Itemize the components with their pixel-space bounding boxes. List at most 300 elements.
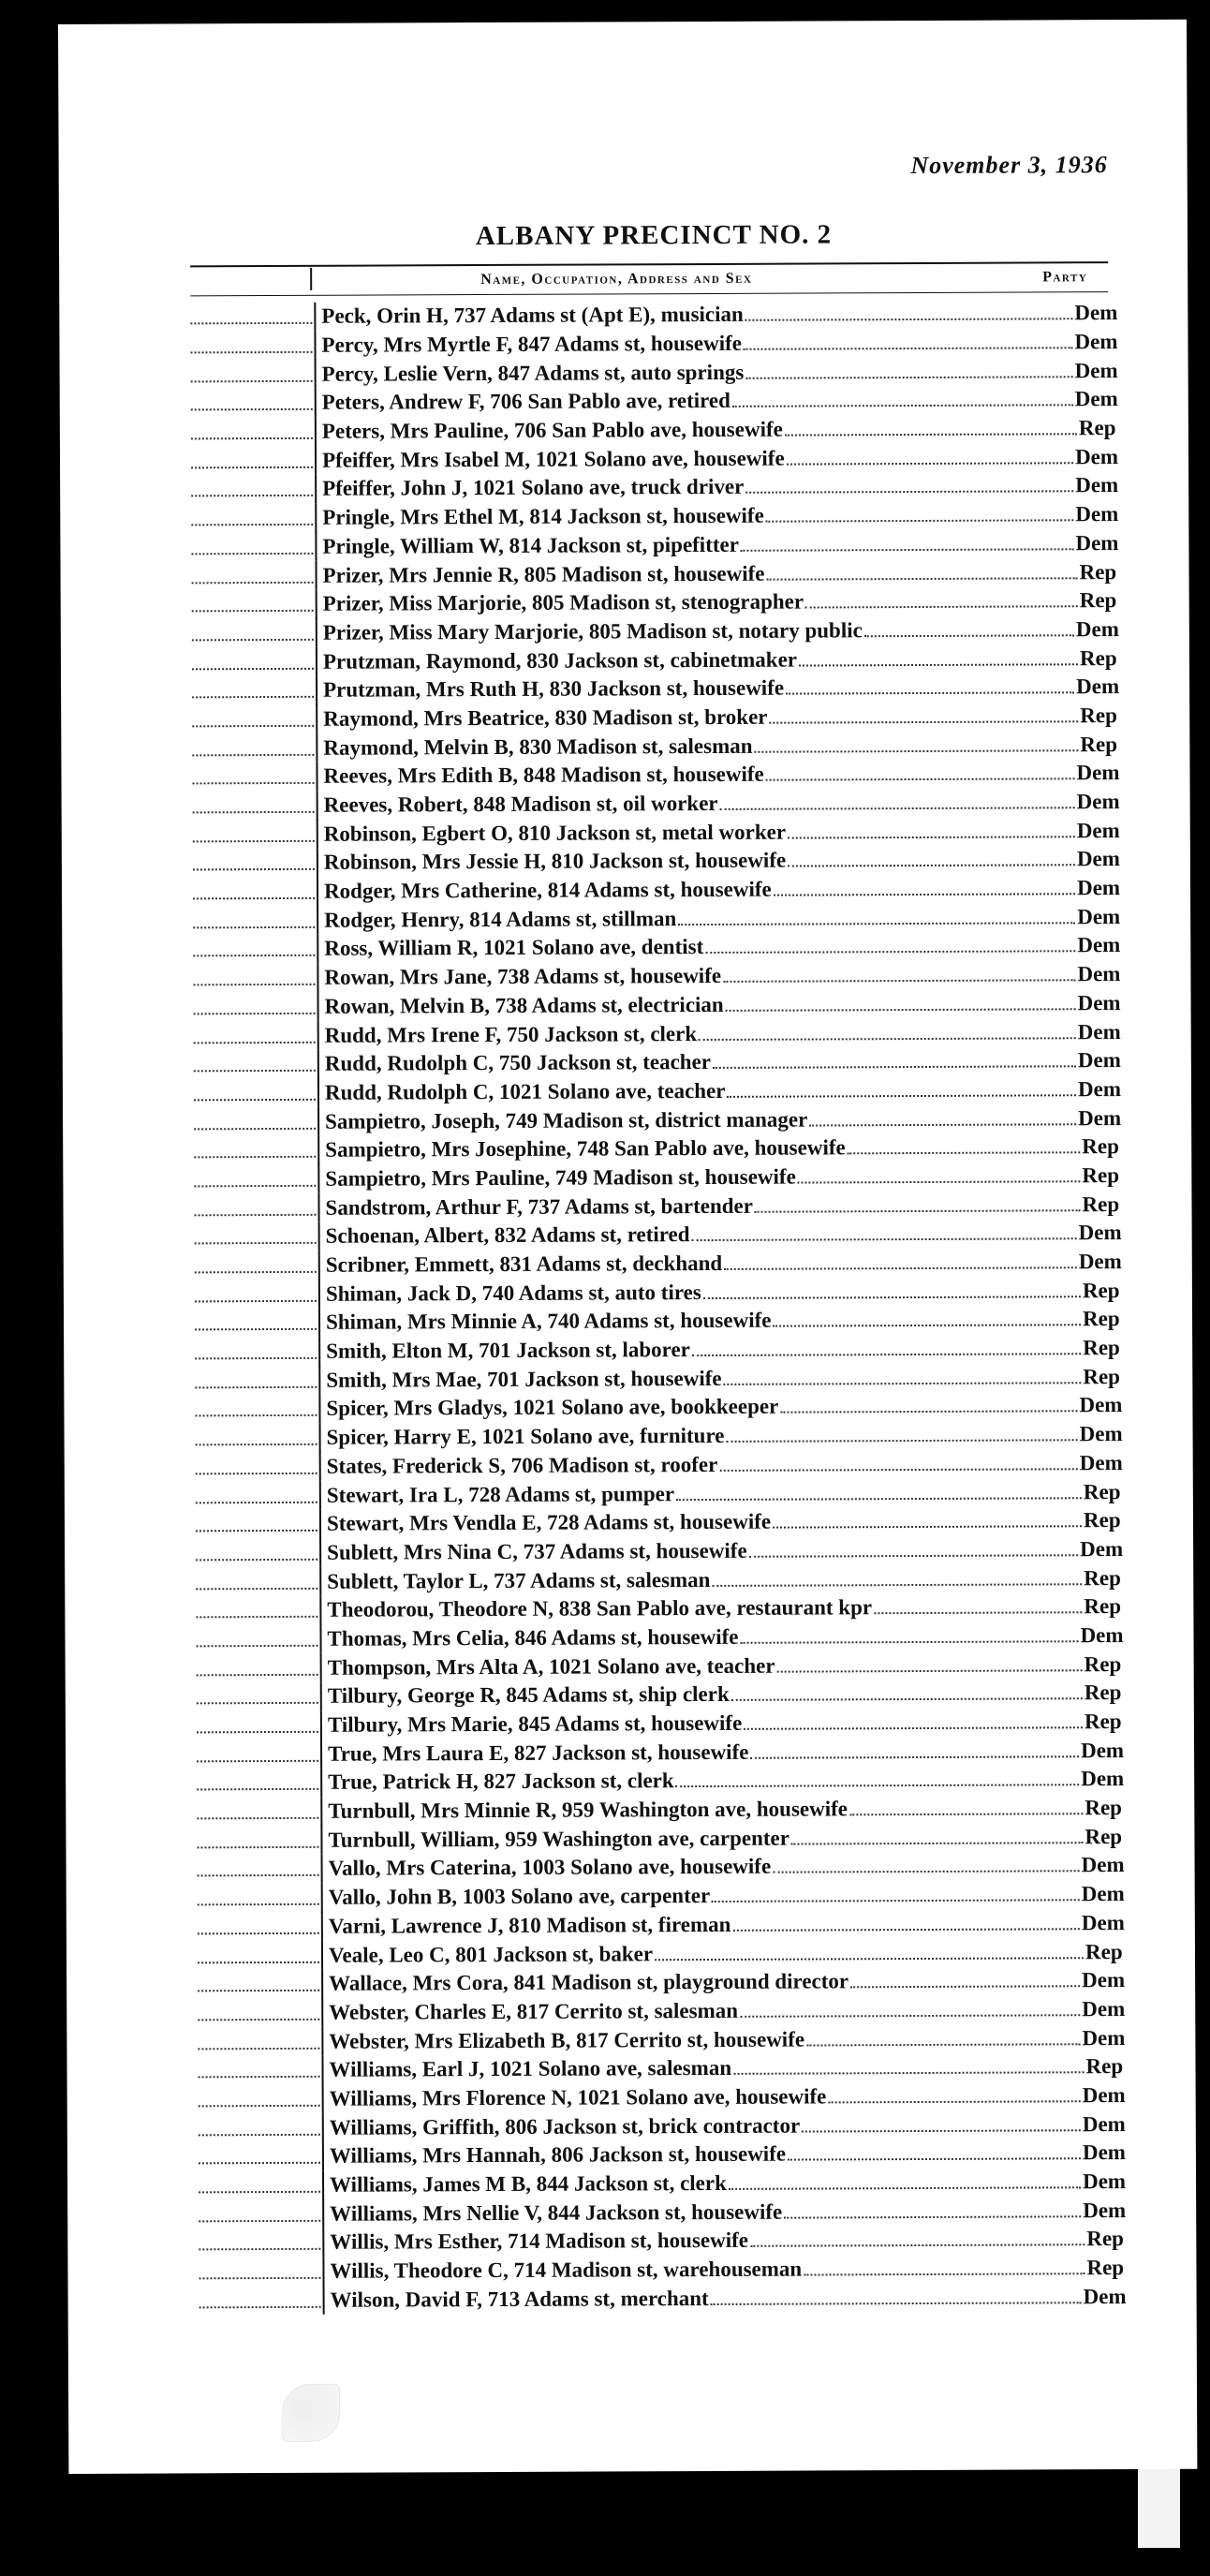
voter-party: Dem [1077,1048,1121,1073]
dot-leader [692,1353,1081,1356]
voter-mark-line [192,753,314,756]
voter-mark-line [191,495,313,497]
voter-party: Dem [1076,818,1120,842]
voter-details: True, Mrs Laura E, 827 Jackson st, housewife [328,1740,749,1766]
voter-details: Peck, Orin H, 737 Adams st (Apt E), musician [321,303,744,329]
voter-mark-line [197,1817,318,1820]
page-title: ALBANY PRECINCT NO. 2 [475,219,833,252]
voter-mark-line [196,1501,317,1503]
voter-mark-line [191,553,313,555]
voter-mark-line [198,1932,319,1935]
voter-details: Pringle, Mrs Ethel M, 814 Jackson st, housewife [322,503,764,529]
voter-party: Dem [1077,904,1121,929]
voter-details: Reeves, Mrs Edith B, 848 Madison st, housewife [323,762,764,789]
voter-party: Dem [1081,1882,1125,1906]
voter-row [199,2282,1127,2315]
row-divider [320,1653,322,1682]
dot-leader [713,1065,1076,1069]
voter-row [199,2081,1126,2114]
voter-entry [329,1940,1125,1968]
dot-leader [720,807,1075,810]
voter-row [191,443,1118,476]
voter-mark-line [193,955,315,957]
voter-row [191,414,1118,447]
voter-entry [327,1480,1123,1508]
voter-details: Prutzman, Raymond, 830 Jackson st, cabinetmaker [322,647,798,674]
voter-row [197,1708,1124,1740]
voter-entry [324,962,1120,990]
dot-leader [874,1612,1082,1615]
voter-details: Webster, Charles E, 817 Cerrito st, salesman [329,1998,739,2024]
dot-leader [850,1985,1080,1988]
dot-leader [773,1871,1079,1873]
voter-details: Sampietro, Joseph, 749 Madison st, district manager [325,1107,808,1133]
voter-details: Tilbury, George R, 845 Adams st, ship clerk [327,1682,730,1709]
voter-entry [325,1020,1121,1048]
voter-details: Wilson, David F, 713 Adams st, merchant [330,2286,709,2312]
voter-party: Rep [1079,645,1117,670]
voter-mark-line [192,667,314,670]
voter-entry [327,1451,1123,1479]
dot-leader [741,548,1074,552]
voter-party: Dem [1074,301,1118,325]
row-divider [317,992,319,1021]
dot-leader [749,1554,1078,1558]
voter-party: Dem [1074,387,1118,411]
voter-row [197,1736,1124,1769]
voter-row [190,299,1117,332]
voter-details: Rudd, Mrs Irene F, 750 Jackson st, clerk [324,1021,698,1047]
dot-leader [864,634,1074,637]
voter-party: Dem [1075,530,1119,555]
voter-details: Williams, James M B, 844 Jackson st, clerk [330,2170,727,2197]
voter-row [197,1765,1124,1798]
voter-entry [324,790,1120,818]
dot-leader [788,2158,1081,2161]
voter-row [196,1535,1123,1568]
dot-leader [784,2215,1081,2218]
voter-row [199,2110,1126,2142]
voter-entry [324,847,1120,875]
voter-row [192,759,1119,792]
voter-details: Turnbull, Mrs Minnie R, 959 Washington ave, housewife [328,1797,848,1823]
voter-row [193,960,1120,993]
voter-row [191,385,1118,418]
dot-leader [731,1698,1083,1702]
voter-details: Williams, Mrs Hannah, 806 Jackson st, housewife [329,2141,787,2169]
voter-entry [321,330,1117,358]
voter-mark-line [195,1242,317,1245]
dot-leader [723,979,1075,983]
voter-party: Dem [1083,2169,1127,2194]
dot-leader [785,433,1077,436]
row-divider [318,1366,320,1395]
voter-mark-line [195,1357,317,1360]
voter-party: Dem [1082,1996,1126,2021]
row-divider [316,561,317,590]
voter-row [195,1248,1122,1281]
voter-details: Stewart, Ira L, 728 Adams st, pumper [326,1481,675,1507]
voter-mark-line [196,1530,317,1532]
voter-list [190,299,1126,2315]
voter-details: Prutzman, Mrs Ruth H, 830 Jackson st, housewife [323,675,785,703]
voter-details: Turnbull, William, 959 Washington ave, carpenter [328,1826,789,1852]
dot-leader [724,1382,1082,1385]
voter-mark-line [195,1414,317,1417]
voter-row [196,1506,1123,1539]
voter-details: Sampietro, Mrs Josephine, 748 San Pablo ave, housewife [325,1135,846,1162]
voter-mark-line [198,1990,319,1992]
voter-row [193,931,1120,964]
row-divider [315,417,317,446]
voter-details: Spicer, Mrs Gladys, 1021 Solano ave, bookkeeper [326,1395,779,1421]
voter-details: Theodorou, Theodore N, 838 San Pablo ave, restaurant kpr [327,1595,873,1622]
column-header-party: Party [1042,269,1088,286]
row-divider [320,1710,322,1740]
voter-entry [329,1911,1125,1939]
voter-details: Rowan, Mrs Jane, 738 Adams st, housewife [324,964,722,989]
voter-details: Sublett, Mrs Nina C, 737 Adams st, housewife [327,1538,747,1564]
voter-mark-line [197,1788,318,1791]
voter-entry [323,588,1119,616]
voter-party: Dem [1077,990,1121,1015]
voter-party: Rep [1086,2227,1125,2251]
voter-party: Dem [1081,1853,1125,1877]
voter-row [196,1592,1123,1625]
voter-mark-line [193,926,315,929]
row-divider [321,1970,323,1999]
dot-leader [804,2273,1085,2275]
voter-row [197,1679,1124,1711]
row-divider [315,446,317,475]
voter-entry [322,445,1118,473]
dot-leader [848,1152,1081,1155]
row-divider [316,647,317,676]
voter-party: Rep [1079,588,1117,613]
voter-entry [325,991,1121,1019]
voter-entry [321,301,1117,329]
voter-mark-line [192,581,314,584]
voter-mark-line [193,840,315,843]
voter-details: Williams, Griffith, 806 Jackson st, brick contractor [329,2113,801,2139]
voter-details: Rodger, Henry, 814 Adams st, stillman [324,906,677,932]
dot-leader [769,720,1078,723]
voter-details: True, Patrick H, 827 Jackson st, clerk [328,1769,674,1795]
row-divider [320,1797,322,1826]
voter-mark-line [192,725,314,728]
voter-details: Sublett, Taylor L, 737 Adams st, salesman [327,1567,711,1593]
row-divider [314,303,316,332]
dot-leader [828,2100,1080,2103]
dot-leader [755,1209,1081,1213]
header-divider [310,268,312,290]
voter-entry [326,1279,1122,1307]
voter-party: Rep [1080,732,1118,756]
voter-party: Rep [1085,2054,1124,2079]
voter-mark-line [198,1874,319,1877]
voter-entry [330,2227,1126,2255]
voter-mark-line [197,1673,318,1676]
dot-leader [750,2244,1085,2248]
row-divider [317,935,318,964]
voter-mark-line [195,1386,317,1389]
voter-mark-line [194,1099,316,1102]
row-divider [316,590,317,619]
voter-details: Scribner, Emmett, 831 Adams st, deckhand [325,1251,723,1277]
voter-details: Veale, Leo C, 801 Jackson st, baker [328,1941,654,1967]
voter-entry [329,2054,1125,2082]
voter-party: Rep [1082,1278,1120,1302]
voter-details: Percy, Mrs Myrtle F, 847 Adams st, housewife [321,331,742,357]
voter-row [198,2052,1125,2085]
voter-entry [330,2083,1126,2111]
voter-row [198,1851,1125,1884]
voter-details: Spicer, Harry E, 1021 Solano ave, furniture [326,1424,725,1449]
voter-party: Rep [1080,703,1117,728]
row-divider [321,1883,323,1912]
voter-entry [323,617,1119,645]
row-divider [317,877,318,906]
voter-entry [323,733,1119,761]
voter-party: Dem [1080,1536,1124,1562]
voter-details: Peters, Mrs Pauline, 706 San Pablo ave, housewife [321,417,783,443]
voter-entry [322,416,1118,444]
row-divider [322,2113,324,2142]
dot-leader [726,1439,1077,1443]
voter-row [191,471,1118,504]
voter-row [196,1477,1123,1510]
voter-entry [330,2169,1126,2198]
dot-leader [732,1928,1079,1932]
voter-party: Dem [1078,1250,1122,1274]
voter-row [194,989,1121,1022]
dot-leader [786,692,1074,695]
voter-details: Robinson, Mrs Jessie H, 810 Jackson st, housewife [323,849,787,875]
dot-leader [766,577,1077,580]
voter-row [192,730,1119,762]
row-divider [322,2199,324,2228]
voter-entry [324,905,1120,933]
voter-mark-line [199,2191,320,2194]
voter-mark-line [190,322,312,325]
election-date: November 3, 1936 [910,151,1108,180]
voter-entry [330,2198,1126,2227]
row-divider [320,1740,322,1769]
voter-party: Dem [1077,933,1121,957]
voter-mark-line [194,1070,316,1073]
row-divider [318,1337,320,1366]
voter-row [192,586,1119,619]
voter-details: Prizer, Mrs Jennie R, 805 Madison st, housewife [322,561,765,587]
voter-entry [326,1250,1122,1278]
voter-mark-line [195,1300,317,1303]
dot-leader [774,893,1075,896]
voter-row [195,1334,1122,1367]
dot-leader [745,318,1073,322]
subheader-rule [190,291,1108,296]
dot-leader [791,1842,1084,1844]
voter-entry [323,674,1119,703]
voter-row [199,2225,1126,2258]
voter-mark-line [197,1645,318,1648]
dot-leader [809,1123,1076,1126]
voter-entry [328,1767,1124,1795]
voter-mark-line [197,1846,318,1849]
voter-row [192,557,1119,590]
voter-party: Dem [1082,1968,1126,1992]
row-divider [316,762,317,792]
voter-entry [323,560,1119,588]
voter-party: Dem [1078,1105,1122,1130]
voter-entry [329,1997,1125,2025]
voter-row [194,1133,1121,1165]
dot-leader [780,1411,1077,1414]
row-divider [318,1222,320,1251]
voter-details: Pfeiffer, Mrs Isabel M, 1021 Solano ave, housewife [321,446,785,472]
dot-leader [724,1266,1077,1270]
voter-row [198,1909,1125,1942]
voter-mark-line [198,2019,319,2021]
row-divider [322,2170,324,2199]
dot-leader [676,1497,1082,1501]
dot-leader [773,1525,1082,1528]
voter-entry [322,531,1118,559]
row-divider [319,1538,321,1567]
voter-row [194,1190,1121,1222]
voter-row [193,788,1120,821]
voter-entry [324,934,1120,962]
voter-party: Dem [1083,2198,1127,2222]
row-divider [322,2084,324,2113]
voter-mark-line [193,782,315,785]
row-divider [317,1050,319,1079]
voter-row [194,1046,1121,1079]
voter-row [194,1103,1121,1136]
voter-details: Robinson, Egbert O, 810 Jackson st, metal worker [323,820,787,846]
voter-party: Rep [1082,1134,1119,1159]
dot-leader [676,1784,1080,1788]
dot-leader [719,1468,1077,1472]
voter-row [193,874,1120,907]
dot-leader [712,1899,1080,1902]
voter-party: Dem [1074,444,1119,469]
row-divider [317,906,318,935]
voter-mark-line [199,2277,320,2280]
voter-details: Schoenan, Albert, 832 Adams st, retired [325,1222,690,1249]
row-divider [316,618,317,647]
row-divider [317,1136,319,1165]
row-divider [323,2286,325,2315]
voter-details: Reeves, Robert, 848 Madison st, oil worker [323,791,718,817]
voter-party: Dem [1079,1422,1123,1446]
row-divider [321,1941,323,1970]
voter-row [193,845,1120,878]
voter-mark-line [194,1013,316,1015]
voter-party: Rep [1083,1479,1121,1503]
dot-leader [744,347,1073,350]
voter-details: Webster, Mrs Elizabeth B, 817 Cerrito st, housewife [329,2027,805,2053]
voter-row [196,1420,1123,1453]
voter-entry [327,1566,1123,1594]
voter-mark-line [195,1213,317,1216]
voter-entry [327,1623,1123,1651]
voter-details: Williams, Mrs Nellie V, 844 Jackson st, housewife [330,2199,783,2226]
voter-mark-line [192,696,314,699]
voter-entry [324,819,1120,847]
voter-party: Rep [1082,1163,1120,1188]
voter-details: Rudd, Rudolph C, 1021 Solano ave, teacher [324,1078,726,1104]
voter-details: Vallo, Mrs Caterina, 1003 Solano ave, housewife [328,1855,772,1881]
row-divider [315,389,317,418]
voter-details: Shiman, Mrs Minnie A, 740 Adams st, housewife [325,1309,772,1335]
row-divider [315,532,317,561]
row-divider [315,475,317,504]
row-divider [319,1481,321,1510]
dot-leader [849,1813,1083,1815]
document-page [58,20,1197,2474]
row-divider [317,1021,319,1050]
voter-party: Dem [1075,502,1119,526]
voter-party: Dem [1079,1393,1123,1417]
voter-row [199,2196,1126,2228]
dot-leader [788,836,1075,838]
voter-entry [323,646,1119,674]
dot-leader [766,778,1075,781]
dot-leader [727,1094,1076,1098]
voter-details: Tilbury, Mrs Marie, 845 Adams st, housewife [327,1710,743,1737]
voter-mark-line [199,2105,320,2108]
voter-details: Stewart, Mrs Vendla E, 728 Adams st, housewife [326,1509,772,1535]
voter-party: Rep [1078,416,1116,440]
voter-mark-line [193,897,315,900]
row-divider [317,1193,319,1222]
voter-row [198,2023,1125,2056]
row-divider [317,1164,319,1193]
voter-party: Dem [1083,2284,1127,2309]
voter-row [192,673,1119,705]
voter-party: Rep [1084,1680,1122,1705]
voter-mark-line [193,868,315,871]
voter-details: Sandstrom, Arthur F, 737 Adams st, bartender [325,1193,754,1220]
dot-leader [692,1238,1077,1242]
voter-mark-line [196,1473,317,1475]
row-divider [321,2027,323,2056]
row-divider [318,1395,320,1424]
voter-details: Ross, William R, 1021 Solano ave, dentist [324,935,704,961]
voter-row [194,1075,1121,1108]
dot-leader [745,376,1072,379]
voter-details: Thompson, Mrs Alta A, 1021 Solano ave, teacher [327,1653,775,1680]
voter-party: Rep [1083,1336,1120,1360]
voter-mark-line [195,1271,317,1274]
voter-party: Dem [1076,790,1120,814]
dot-leader [777,1669,1083,1672]
voter-details: Raymond, Melvin B, 830 Madison st, salesman [323,733,753,760]
voter-party: Rep [1085,1824,1123,1849]
dot-leader [711,2302,1082,2305]
voter-row [198,1937,1125,1970]
dot-leader [740,1640,1078,1644]
voter-entry [325,1077,1121,1105]
voter-mark-line [199,2306,321,2309]
voter-entry [328,1652,1124,1680]
row-divider [321,1855,323,1884]
voter-party: Dem [1082,2140,1126,2165]
voter-details: Smith, Mrs Mae, 701 Jackson st, housewife [326,1366,722,1392]
voter-entry [327,1422,1123,1450]
voter-details: Rodger, Mrs Catherine, 814 Adams st, housewife [323,877,772,903]
voter-details: Peters, Andrew F, 706 San Pablo ave, retired [321,389,730,415]
